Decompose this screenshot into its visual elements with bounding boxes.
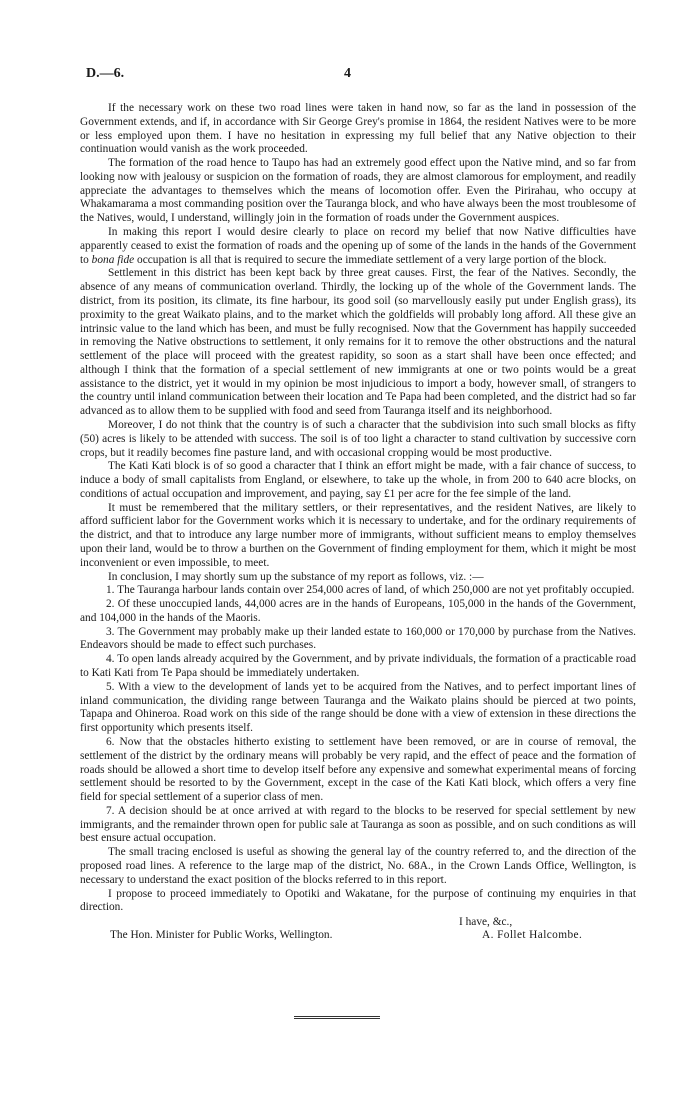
letter-closing bbox=[80, 915, 636, 955]
bona-fide-italic: bona fide bbox=[91, 253, 135, 266]
summary-item-2: 2. Of these unoccupied lands, 44,000 acres are in the hands of Europeans, 105,000 in the hands of the Government, and 104,000 in the hands of the Maoris. bbox=[80, 598, 636, 624]
summary-item-3: 3. The Government may probably make up their landed estate to 160,000 or 170,000 by purchase from the Natives. Endeavors should be made to effect such purchases. bbox=[80, 625, 636, 652]
paragraph: In making this report I would desire clearly to place on record my belief that now Native difficulties have apparently ceased to exist the formation of roads and the opening up of some of the lands in the hands of the Government to bona fide occupation is all that is required to secure the immediate settlement of a very large portion of the block. bbox=[80, 226, 636, 266]
paragraph: Moreover, I do not think that the country is of such a character that the subdivision into such small blocks as fifty (50) acres is likely to be attended with success. The soil is of too light a character to stand cultivation by successive corn crops, but it readily becomes fine pasture land, and with occasional cropping would be most productive. bbox=[80, 418, 636, 459]
report-body bbox=[80, 102, 636, 915]
paragraph: Settlement in this district has been kept back by three great causes. First, the fear of the Natives. Secondly, the absence of any means of communication overland. Thirdly, the locking up of the whole of the Government lands. The district, from its position, its climate, its fine harbour, its good soil (so marvellously easily put under English grass), its proximity to the great Waikato plains, and to the market which the goldfields will probably long afford. All these give an intrinsic value to the land which has been, and must be fully recognised. Now that the Government has happily succeeded in removing the Native obstructions to settlement, it only remains for it to remove the other obstructions and the natural settlement of the place will proceed with the greatest rapidity, so soon as a start shall have been once effected; and although I think that the formation of a special settlement of new immigrants at one or two points would be a great assistance to the district, yet it would in my opinion be most injudicious to import a body, however small, of strangers to the country until inland communication between their location and Te Papa had been completed, and the district had so far advanced as to allow them to be supplied with food and seed from Tauranga itself and its neighborhood. bbox=[80, 267, 636, 418]
document-reference: D.—6. bbox=[86, 66, 125, 81]
page-header bbox=[80, 66, 636, 88]
closing-rule bbox=[294, 1016, 380, 1019]
page-number: 4 bbox=[344, 66, 351, 81]
addressee: The Hon. Minister for Public Works, Wellington. bbox=[110, 929, 333, 942]
paragraph: The formation of the road hence to Taupo has had an extremely good effect upon the Native mind, and so far from looking now with jealousy or suspicion on the formation of roads, they are almost clamorous for employment, and readily appreciate the advantages to themselves which the means of locomotion offer. Even the Pirirahau, who occupy at Whakamarama a most commanding position over the Tauranga block, and who have always been the most troublesome of the Natives, would, I understand, willingly join in the formation of roads under the Government auspices. bbox=[80, 157, 636, 225]
summary-item-1: 1. The Tauranga harbour lands contain over 254,000 acres of land, of which 250,000 are not yet profitably occupied. bbox=[106, 584, 635, 597]
salutation: I have, &c., bbox=[459, 916, 513, 929]
signature: A. Follet Halcombe. bbox=[482, 929, 583, 942]
summary-item-5: 5. With a view to the development of lands yet to be acquired from the Natives, and to perfect important lines of inland communication, the dividing range between Tauranga and the Waikato plains should be pierced at two points, Tapapa and Ohinerоa. Road work on this side of the range should be done with a view of extension in these directions the first opportunity which presents itself. bbox=[80, 680, 636, 735]
paragraph: It must be remembered that the military settlers, or their representatives, and the resident Natives, are likely to afford sufficient labor for the Government works which it is necessary to undertake, and for the ordinary requirements of the district, and that to introduce any large number more of immigrants, without sufficient means to employ themselves upon their land, would be to throw a burthen on the Government of finding employment for them, which it might be most inconvenient or even impossible, to meet. bbox=[80, 501, 636, 569]
paragraph: The small tracing enclosed is useful as showing the general lay of the country referred to, and the direction of the proposed road lines. A reference to the large map of the district, No. 68A., in the Crown Lands Office, Wellington, is necessary to understand the exact position of the blocks referred to in this report. bbox=[80, 846, 636, 886]
summary-item-6: 6. Now that the obstacles hitherto existing to settlement have been removed, or are in course of removal, the settlement of the district by the ordinary means will probably be very rapid, and the effect of peace and the formation of roads should be allowed a short time to develop itself before any expensive and somewhat experimental means of forcing settlement should be resorted to by the Government, except in the case of the Kati Kati block, which offers a very fine field for special settlement of a superior class of men. bbox=[80, 735, 636, 804]
paragraph: In conclusion, I may shortly sum up the substance of my report as follows, viz. :— bbox=[108, 570, 484, 583]
paragraph: If the necessary work on these two road lines were taken in hand now, so far as the land in possession of the Government extends, and if, in accordance with Sir George Grey's promise in 1864, the resident Natives were to be more or less employed upon them. I have no hesitation in expressing my full belief that any Native objection to their continuation would vanish as the work proceeded. bbox=[80, 102, 636, 156]
summary-item-4: 4. To open lands already acquired by the Government, and by private individuals, the formation of a practicable road to Kati Kati from Te Papa should be immediately undertaken. bbox=[80, 653, 636, 680]
paragraph: I propose to proceed immediately to Opotiki and Wakatane, for the purpose of continuing my enquiries in that direction. bbox=[80, 887, 636, 914]
summary-item-7: 7. A decision should be at once arrived at with regard to the blocks to be reserved for special settlement by new immigrants, and the remainder thrown open for public sale at Tauranga as soon as possible, and on such conditions as will best ensure actual occupation. bbox=[80, 804, 636, 845]
paragraph: The Kati Kati block is of so good a character that I think an effort might be made, with a fair chance of success, to induce a body of small capitalists from England, or elsewhere, to take up the whole, in from 200 to 640 acre blocks, on conditions of actual occupation and improvement, and paying, say £1 per acre for the fee simple of the land. bbox=[80, 460, 636, 500]
